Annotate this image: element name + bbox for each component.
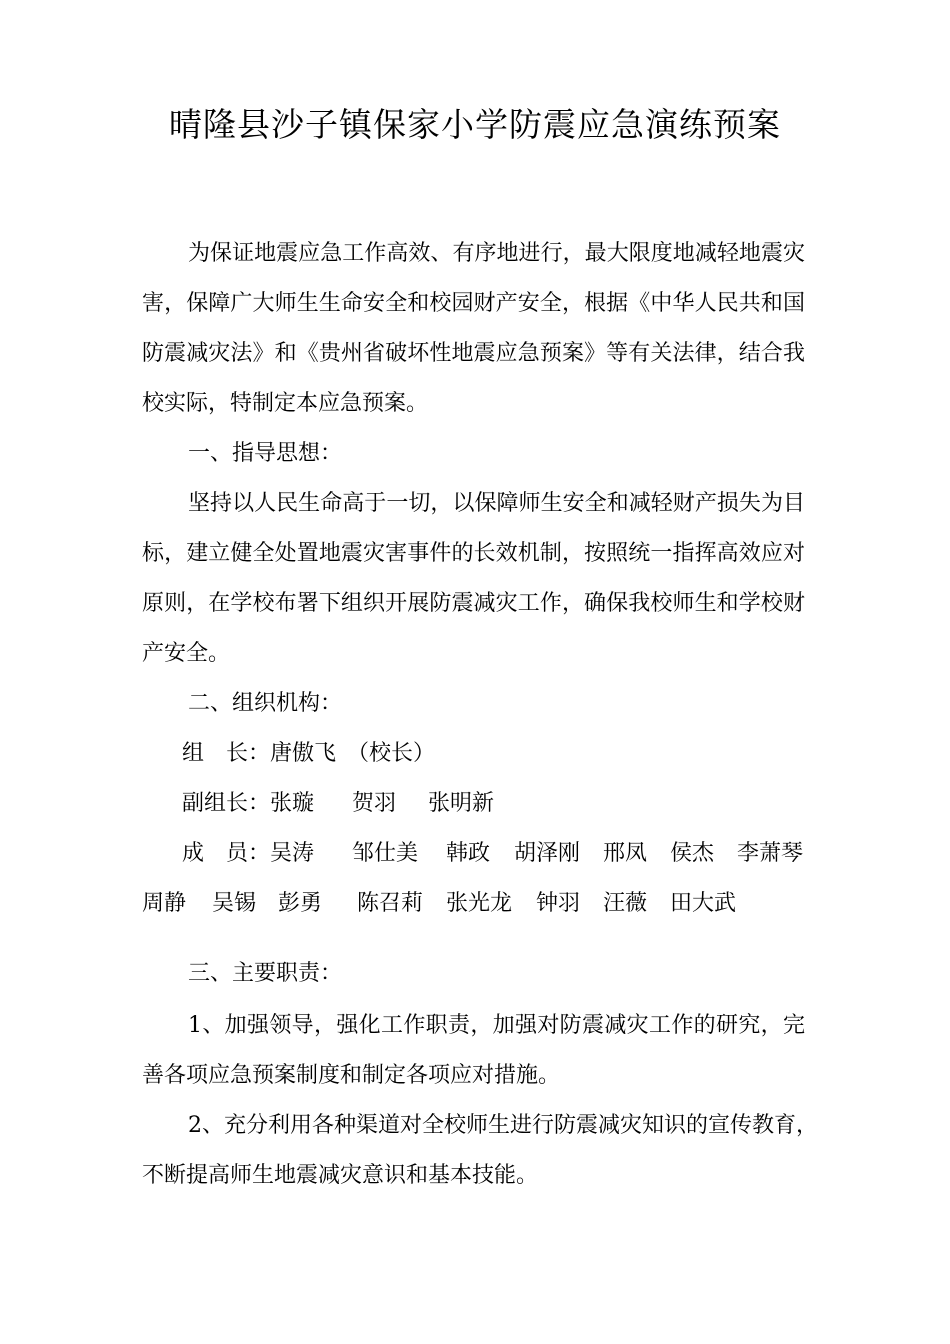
deputy-leaders	[0, 788, 950, 820]
member-name: 陈召莉	[357, 891, 424, 916]
member-name: 周静	[142, 891, 187, 916]
deputy-name: 张璇	[270, 791, 315, 816]
member-name: 汪薇	[603, 891, 648, 916]
member-name: 张光龙	[446, 891, 513, 916]
paragraph-line: 不断提高师生地震减灾意识和基本技能。	[142, 1163, 539, 1188]
section-heading: 三、主要职责：	[188, 961, 343, 986]
member-name: 吴涛	[270, 841, 315, 866]
deputy-name: 张明新	[428, 791, 495, 816]
paragraph-line: 2、充分利用各种渠道对全校师生进行防震减灾知识的宣传教育，	[188, 1113, 818, 1138]
paragraph-line: 产安全。	[142, 641, 231, 666]
intro-line: 校实际，特制定本应急预案。	[142, 391, 429, 416]
member-name: 李萧琴	[737, 841, 804, 866]
document-title: 晴隆县沙子镇保家小学防震应急演练预案	[169, 105, 781, 144]
deputy-label: 副组长：	[182, 791, 271, 816]
member-name: 胡泽刚	[514, 841, 581, 866]
paragraph-line: 善各项应急预案制度和制定各项应对措施。	[142, 1063, 561, 1088]
member-name: 侯杰	[670, 841, 715, 866]
paragraph-line: 标，建立健全处置地震灾害事件的长效机制，按照统一指挥高效应对	[142, 541, 805, 566]
paragraph-line: 原则，在学校布署下组织开展防震减灾工作，确保我校师生和学校财	[142, 591, 805, 616]
intro-line: 为保证地震应急工作高效、有序地进行，最大限度地减轻地震灾	[188, 241, 805, 266]
group-leader: 组 长：唐傲飞 （校长）	[182, 741, 436, 766]
members-row	[0, 838, 950, 870]
paragraph-line: 1、加强领导，强化工作职责，加强对防震减灾工作的研究，完	[188, 1013, 805, 1038]
deputy-name: 贺羽	[352, 791, 397, 816]
member-name: 钟羽	[536, 891, 581, 916]
member-name: 彭勇	[278, 891, 323, 916]
member-name: 韩政	[446, 841, 491, 866]
intro-line: 害，保障广大师生生命安全和校园财产安全，根据《中华人民共和国	[142, 291, 805, 316]
section-heading: 二、组织机构：	[188, 691, 343, 716]
member-name: 邢凤	[603, 841, 648, 866]
member-name: 邹仕美	[352, 841, 419, 866]
members-row	[0, 888, 950, 920]
paragraph-line: 坚持以人民生命高于一切，以保障师生安全和减轻财产损失为目	[188, 491, 805, 516]
members-label: 成 员：	[182, 841, 271, 866]
member-name: 田大武	[670, 891, 737, 916]
section-heading: 一、指导思想：	[188, 441, 343, 466]
intro-line: 防震减灾法》和《贵州省破坏性地震应急预案》等有关法律，结合我	[142, 341, 805, 366]
member-name: 吴锡	[212, 891, 257, 916]
